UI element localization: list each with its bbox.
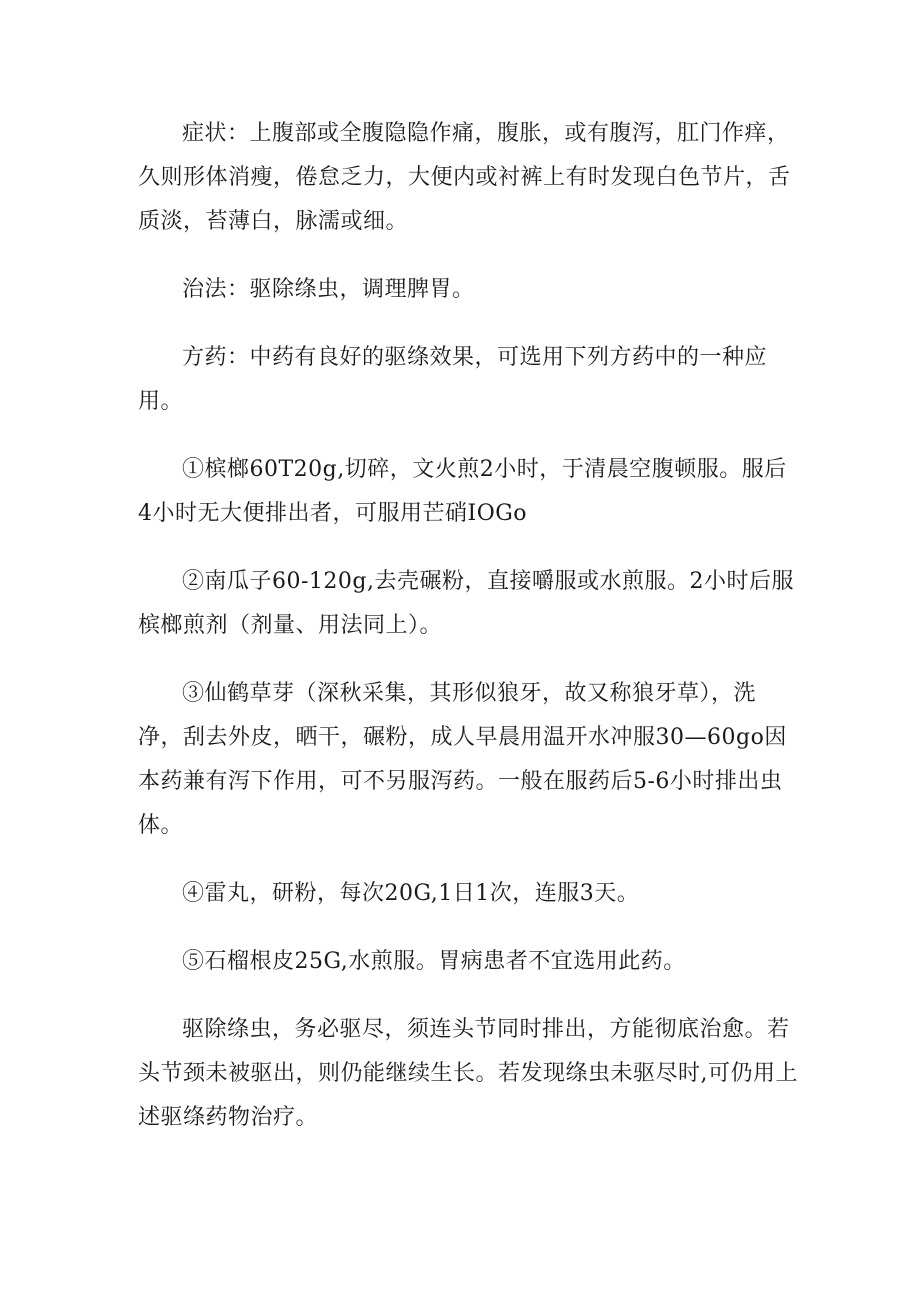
paragraph-remedy-5: ⑤石榴根皮25G,水煎服。胃病患者不宜选用此药。 xyxy=(182,949,686,974)
paragraph-treatment-method: 治法：驱除绦虫，调理脾胃。 xyxy=(182,277,475,302)
paragraph-symptoms: 症状：上腹部或全腹隐隐作痛，腹胀，或有腹泻，肛门作痒，久则形体消瘦，倦怠乏力，大便内或衬裤上有时发现白色节片，舌质淡，苔薄白，脉濡或细。 xyxy=(138,121,791,234)
paragraph-prescription-intro: 方药：中药有良好的驱绦效果，可选用下列方药中的一种应用。 xyxy=(138,345,768,414)
paragraph-remedy-4: ④雷丸，研粉，每次20G,1日1次，连服3天。 xyxy=(182,881,640,906)
paragraph-conclusion: 驱除绦虫，务必驱尽，须连头节同时排出，方能彻底治愈。若头节颈未被驱出，则仍能继续生长。若发现绦虫未驱尽时,可仍用上述驱绦药物治疗。 xyxy=(138,1017,798,1130)
document-body xyxy=(138,112,798,1164)
paragraph-remedy-3: ③仙鹤草芽（深秋采集，其形似狼牙，故又称狼牙草），洗净，刮去外皮，晒干，碾粉，成人早晨用温开水冲服30—60go因本药兼有泻下作用，可不另服泻药。一般在服药后5-6小时排出虫体。 xyxy=(138,681,787,838)
paragraph-remedy-2: ②南瓜子60-120g,去壳碾粉，直接嚼服或水煎服。2小时后服槟榔煎剂（剂量、用法同上）。 xyxy=(138,569,794,638)
paragraph-remedy-1: ①槟榔60T20g,切碎，文火煎2小时，于清晨空腹顿服。服后4小时无大便排出者，可服用芒硝IOGo xyxy=(138,457,787,526)
